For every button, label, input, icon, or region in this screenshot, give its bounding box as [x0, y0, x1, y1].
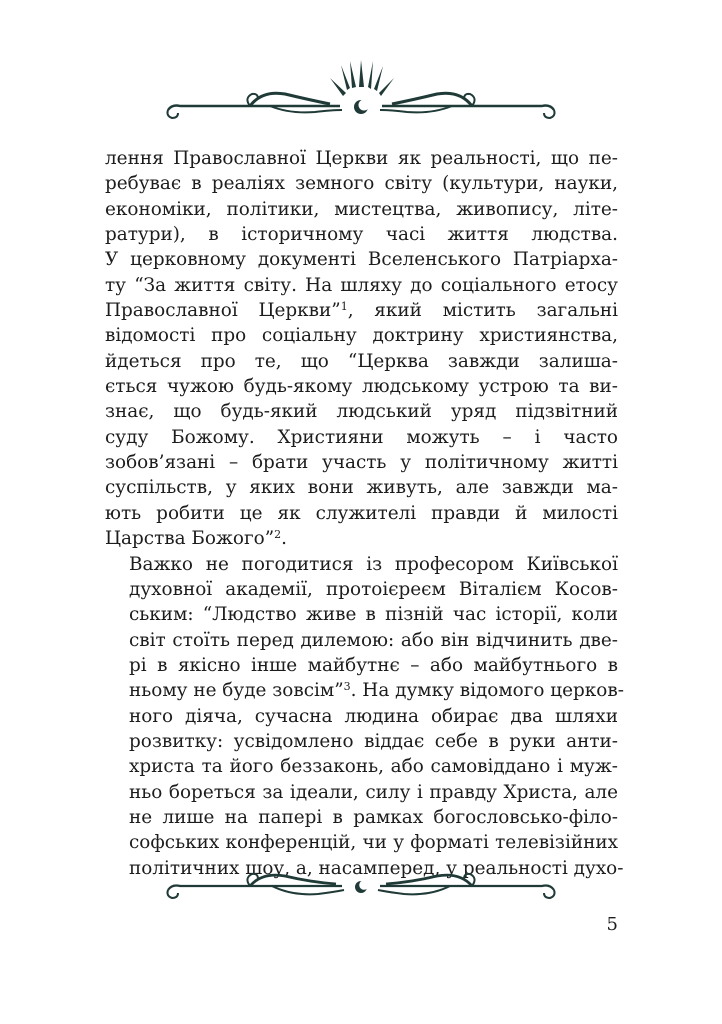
text-line: ють робити це як служителі правди й милості [105, 502, 618, 524]
paragraph-1 [105, 146, 618, 552]
text-line: ньо бореться за ідеали, силу і правду Христа, але [129, 781, 618, 803]
text-line [105, 526, 618, 551]
text-line: йдеться про те, що “Церква завжди залиша- [105, 350, 618, 372]
text-segment: Царства Божого” [105, 528, 275, 550]
text-line: У церковному документі Вселенського Патріарха- [105, 249, 618, 271]
ornament-bottom-icon [0, 862, 722, 912]
text-line [105, 678, 624, 703]
text-segment: . На думку відомого церков- [350, 680, 624, 702]
text-line: економіки, політики, мистецтва, живопису, літе- [105, 198, 618, 220]
footnote-marker: 1 [340, 300, 348, 314]
text-segment: Православної Церкви” [105, 300, 341, 322]
text-line: христа та його беззаконь, або самовіддано і муж- [129, 756, 618, 778]
text-line: ту “За життя світу. На шляху до соціального етосу [105, 274, 618, 296]
text-line: ським: “Людство живе в пізній час історії, коли [129, 604, 618, 626]
text-line: політичних шоу, а, насамперед, у реальності духо- [129, 857, 624, 879]
text-line: ребуває в реаліях земного світу (культури, науки, [105, 173, 618, 195]
text-line: духовної академії, протоієреєм Віталієм Косов- [129, 578, 618, 600]
text-line: не лише на папері в рамках богословсько-філо- [129, 806, 618, 828]
text-line: відомості про соціальну доктрину християнства, [105, 325, 618, 347]
text-segment: ньому не буде зовсім” [129, 680, 344, 702]
text-line: суспільств, у яких вони живуть, але завжди ма- [105, 477, 618, 499]
text-segment: , який містить загальні [347, 300, 618, 322]
footnote-marker: 2 [274, 528, 282, 542]
ornament-top-icon [0, 60, 722, 130]
text-line: рі в якісно інше майбутнє – або майбутнього в [129, 654, 618, 676]
text-line: розвитку: усвідомлено віддає себе в руки анти- [129, 730, 618, 752]
text-line: лення Православної Церкви як реальності, що пе- [105, 148, 618, 169]
page-number: 5 [606, 914, 618, 935]
text-line: ється чужою будь-якому людському устрою та ви- [105, 376, 618, 398]
text-line: ного діяча, сучасна людина обирає два шляхи [129, 705, 618, 727]
text-line: Важко не погодитися із професором Київської [129, 553, 618, 575]
text-line: зобов’язані – брати участь у політичному житті [105, 452, 618, 474]
text-segment: . [281, 528, 287, 550]
text-line: софських конференцій, чи у форматі телевізійних [129, 832, 618, 854]
paragraph-2 [105, 552, 624, 881]
footnote-marker: 3 [343, 680, 351, 694]
body-text [105, 146, 624, 881]
text-line [105, 298, 618, 323]
text-line: суду Божому. Християни можуть – і часто [105, 426, 618, 448]
text-line: світ стоїть перед дилемою: або він відчинить две- [129, 629, 618, 651]
text-line: знає, що будь-який людський уряд підзвітний [105, 401, 618, 423]
text-line: ратури), в історичному часі життя людства. [105, 224, 618, 246]
